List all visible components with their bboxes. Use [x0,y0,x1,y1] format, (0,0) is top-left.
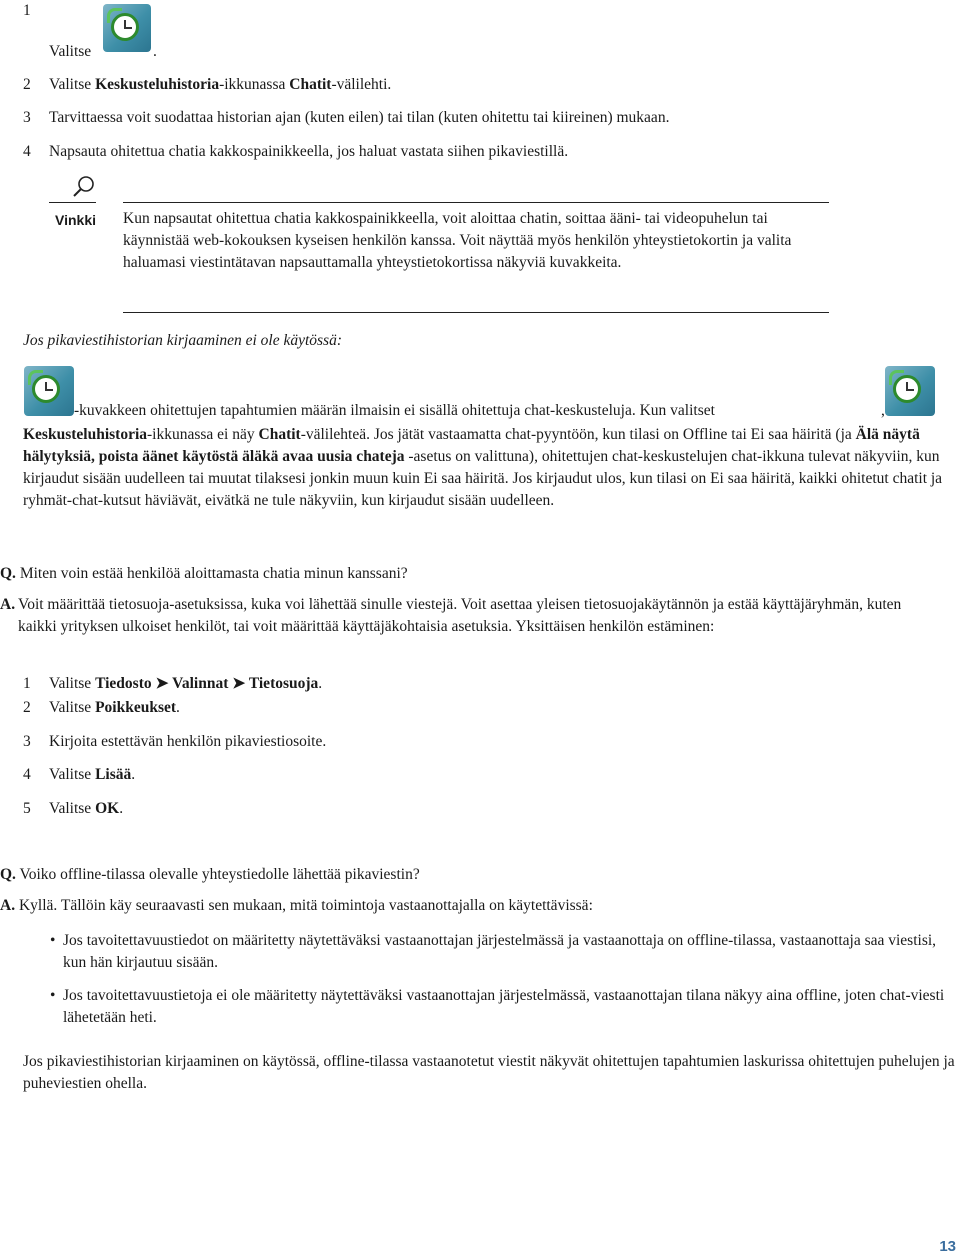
step-number: 1 [23,2,31,19]
question-2: Q. Voiko offline-tilassa olevalle yhteystiedolle lähettää pikaviestin? [0,866,420,883]
step-text: Valitse OK. [49,800,124,817]
step-number: 2 [23,699,31,716]
step-3 [23,107,670,129]
step-4 [23,141,569,163]
step-2 [23,74,392,96]
step-number: 3 [23,733,31,750]
tip-text: Kun napsautat ohitettua chatia kakkospainikkeella, voit aloittaa chatin, soittaa ääni- tai videopuhelun tai käynnistää web-kokouksen kyseisen henkilön kanssa. Voit näyttää myös henkilön yhteystietokortin ja valita haluamasi viestintätavan napsauttamalla yhteystietokortissa näkyviä kuvakkeita. [123,210,792,271]
step-text: Valitse Tiedosto ➤ Valinnat ➤ Tietosuoja. [49,675,323,692]
step-text: Valitse Poikkeukset. [49,699,180,716]
step-text: Valitse Lisää. [49,766,136,783]
step-text: Napsauta ohitettua chatia kakkospainikkeella, jos haluat vastata siihen pikaviestillä. [49,143,569,160]
step-1-text: Valitse [49,43,92,60]
tip-bottom-rule [123,312,829,313]
paragraph-body: Keskusteluhistoria-ikkunassa ei näy Chatit-välilehteä. Jos jätät vastaamatta chat-pyyntöön, kun tilasi on Offline tai Ei saa häiritä (ja Älä näytä hälytyksiä, poista äänet käytöstä äläkä avaa uusia chateja -asetus on valittuna), ohitettujen chat-keskustelujen chat-ikkuna tulevat näkyviin, kun kirjaudut sisään uudelleen tai muutat tilaksesi jonkin muun kuin Ei saa häiritä. Jos kirjaudut ulos, kun tilasi on Ei saa häiritä, kaikki ohitetut chatit ja ryhmät-chat-kutsut häviävät, eivätkä ne tule näkyviin, kun kirjaudut sisään uudelleen. [23,426,943,509]
step-5 [23,798,124,820]
step-number: 2 [23,76,31,93]
paragraph-line-1: -kuvakkeen ohitettujen tapahtumien määrän ilmaisin ei sisällä ohitettuja chat-keskusteluja. Kun valitset [74,402,715,419]
step-2 [23,697,180,719]
final-paragraph: Jos pikaviestihistorian kirjaaminen on käytössä, offline-tilassa vastaanotetut viestit näkyvät ohitettujen tapahtumien laskurissa ohitettujen puhelujen ja puheviestien ohella. [23,1053,955,1092]
tip-top-rule [123,202,829,203]
step-3 [23,731,327,753]
page-number: 13 [939,1238,956,1255]
paragraph-comma: , [881,402,885,419]
step-4 [23,764,136,786]
step-number: 3 [23,109,31,126]
conversation-history-clock-icon [103,4,151,52]
tip-label: Vinkki [55,212,96,228]
step-number: 1 [23,675,31,692]
conversation-history-clock-icon [885,366,935,416]
step-number: 4 [23,766,31,783]
section-heading: Jos pikaviestihistorian kirjaaminen ei ole käytössä: [23,332,342,349]
step-text: Kirjoita estettävän henkilön pikaviestiosoite. [49,733,327,750]
answer-2: A. Kyllä. Tällöin käy seuraavasti sen mukaan, mitä toimintoja vastaanottajalla on käytettävissä: [0,897,593,914]
list-item-text: Jos tavoitettavuustietoja ei ole määritetty näytettäväksi vastaanottajan järjestelmässä, vastaanottajan tilana näkyy aina offline, joten chat-viesti lähetetään heti. [63,987,945,1026]
step-number: 5 [23,800,31,817]
step-text: Valitse Keskusteluhistoria-ikkunassa Chatit-välilehti. [49,76,392,93]
answer-1: A. Voit määrittää tietosuoja-asetuksissa, kuka voi lähettää sinulle viestejä. Voit asettaa yleisen tietosuojakäytännön ja estää käyttäjäryhmän, kuten kaikki yrityksen ulkoiset henkilöt, tai voit määrittää käyttäjäkohtaisia asetuksia. Yksittäisen henkilön estäminen: [0,596,902,635]
step-text: Tarvittaessa voit suodattaa historian ajan (kuten eilen) tai tilan (kuten ohitettu tai kiireinen) mukaan. [49,109,670,126]
list-item-text: Jos tavoitettavuustiedot on määritetty näytettäväksi vastaanottajan järjestelmässä ja vastaanottaja on offline-tilassa, vastaanottaja saa viestisi, kun hän kirjautuu sisään. [63,932,937,971]
tip-label-rule [49,202,96,203]
question-1: Q. Miten voin estää henkilöä aloittamasta chatia minun kanssani? [0,565,408,582]
step-1 [49,4,157,60]
step-1-after: . [153,43,157,60]
step-number: 4 [23,143,31,160]
magnifier-icon [70,175,98,199]
step-1 [23,673,323,695]
conversation-history-clock-icon [24,366,74,416]
